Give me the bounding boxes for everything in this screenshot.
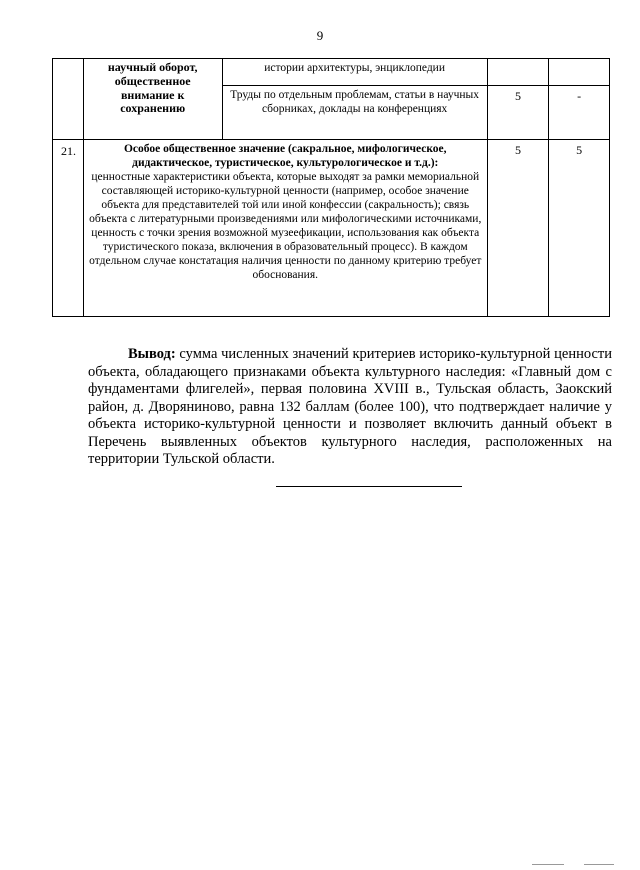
criterion-title: Особое общественное значение (сакральное, мифологическое, дидактическое, туристическое, культурологическое и т.д.): [123,143,447,170]
score-cell [487,59,549,86]
row-number-cell: 21. [53,140,84,317]
conclusion-label: Вывод: [128,346,176,362]
signature-line [276,486,462,487]
table-row [53,59,610,86]
score-cell: 5 [549,140,610,317]
score-cell: 5 [487,140,549,317]
row-number-cell [53,59,84,140]
score-cell [549,59,610,86]
criteria-table [52,58,610,317]
table-row [53,140,610,317]
source-cell: истории архитектуры, энциклопедии [222,59,487,86]
conclusion-paragraph [88,346,612,469]
score-cell: - [549,86,610,140]
page-number: 9 [316,28,324,43]
criterion-description: ценностные характеристики объекта, которые выходят за рамки мемориальной составляющей историко-культурной ценности (например, особое значение объекта для представителей той или иной конфессии (сакральность); связь объекта с литературными произведениями или мифологическими источниками, ценность с точки зрения возможной музеефикации, использования как объекта туристического показа, включения в образовательный процесс). В каждом отдельном случае констатация наличия ценности по данному критерию требует обоснования. [89,171,482,282]
footer-mark [532,864,564,865]
criterion-description-cell [83,140,487,317]
footer-mark [584,864,614,865]
score-cell: 5 [487,86,549,140]
criterion-name-cell: научный оборот, общественное внимание к сохранению [83,59,222,140]
conclusion-text: сумма численных значений критериев историко-культурной ценности объекта, обладающего признаками объекта культурного наследия: «Главный дом с фундаментами флигелей», первая половина XVIII в., Тульская область, Заокский район, д. Дворяниново, равна 132 баллам (более 100), что подтверждает наличие у объекта историко-культурной ценности и позволяет включить данный объект в Перечень выявленных объектов культурного наследия, расположенных на территории Тульской области. [88,346,612,467]
source-cell: Труды по отдельным проблемам, статьи в научных сборниках, доклады на конференциях [222,86,487,140]
